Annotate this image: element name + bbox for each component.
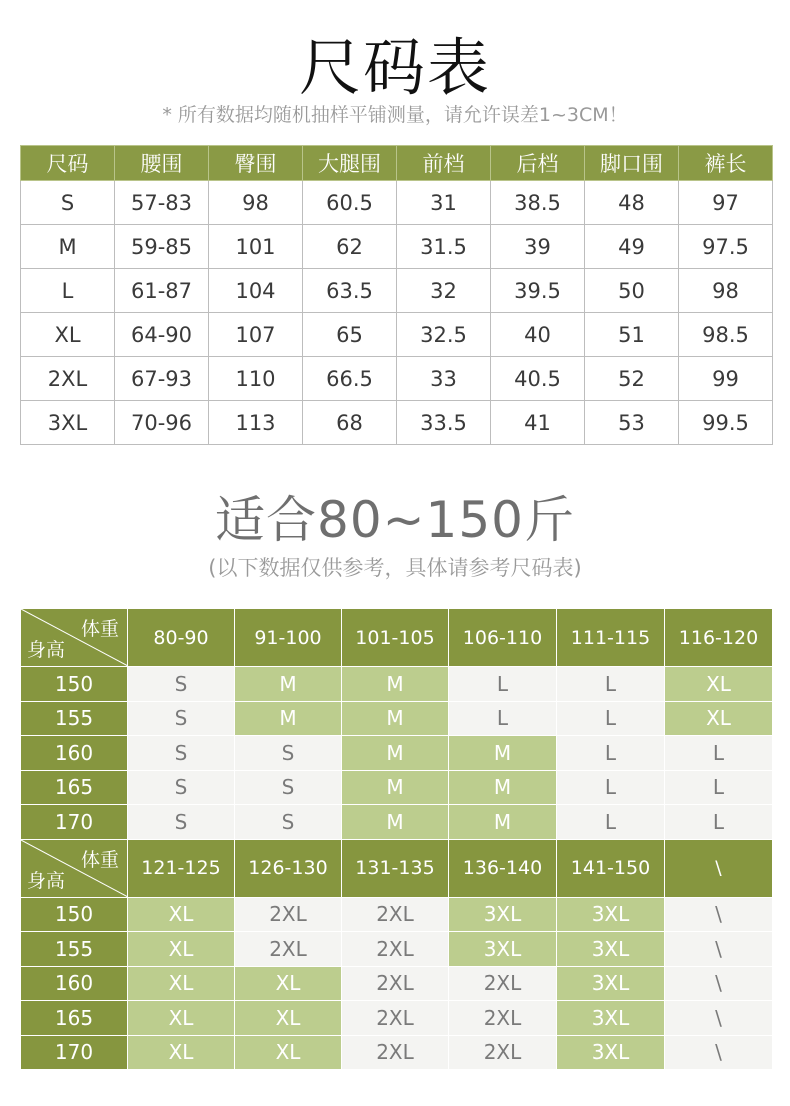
recommended-size-cell: 3XL	[557, 1001, 665, 1036]
size-cell: 101	[209, 225, 303, 269]
size-cell: 99.5	[679, 401, 773, 445]
recommended-size-cell: S	[128, 736, 235, 771]
size-cell: 32.5	[397, 313, 491, 357]
height-row-label: 150	[21, 667, 128, 702]
size-chart-header-row	[21, 146, 773, 181]
recommended-size-cell: 3XL	[557, 897, 665, 932]
fit-guide-table	[20, 608, 773, 1070]
size-cell: 97.5	[679, 225, 773, 269]
size-cell: 40.5	[491, 357, 585, 401]
recommended-size-cell: 3XL	[557, 1035, 665, 1070]
recommended-size-cell: \	[665, 966, 773, 1001]
size-cell: 2XL	[21, 357, 115, 401]
recommended-size-cell: XL	[235, 1035, 342, 1070]
recommended-size-cell: 3XL	[557, 932, 665, 967]
recommended-size-cell: M	[342, 701, 449, 736]
size-cell: 104	[209, 269, 303, 313]
size-header-cell: 大腿围	[303, 146, 397, 181]
height-row-label: 165	[21, 770, 128, 805]
table-row	[21, 225, 773, 269]
size-cell: 33	[397, 357, 491, 401]
size-cell: 33.5	[397, 401, 491, 445]
recommended-size-cell: 2XL	[342, 932, 449, 967]
size-cell: 38.5	[491, 181, 585, 225]
fit-title: 适合80~150斤	[215, 491, 575, 549]
size-cell: L	[21, 269, 115, 313]
page-title: 尺码表	[298, 31, 491, 104]
weight-label: 体重	[80, 848, 119, 871]
size-cell: 59-85	[115, 225, 209, 269]
size-cell: 31.5	[397, 225, 491, 269]
table-row	[21, 736, 773, 771]
size-header-cell: 臀围	[209, 146, 303, 181]
size-header-cell: 前档	[397, 146, 491, 181]
table-row	[21, 770, 773, 805]
recommended-size-cell: S	[235, 770, 342, 805]
recommended-size-cell: 2XL	[235, 932, 342, 967]
height-row-label: 155	[21, 932, 128, 967]
fit-header-row	[21, 609, 773, 667]
size-cell: 51	[585, 313, 679, 357]
size-header-cell: 裤长	[679, 146, 773, 181]
size-cell: 97	[679, 181, 773, 225]
recommended-size-cell: M	[235, 667, 342, 702]
size-cell: 32	[397, 269, 491, 313]
size-cell: 50	[585, 269, 679, 313]
size-cell: 98	[679, 269, 773, 313]
size-cell: XL	[21, 313, 115, 357]
recommended-size-cell: XL	[128, 1001, 235, 1036]
size-cell: 41	[491, 401, 585, 445]
table-row	[21, 401, 773, 445]
recommended-size-cell: L	[557, 736, 665, 771]
table-row	[21, 1001, 773, 1036]
recommended-size-cell: XL	[665, 667, 773, 702]
recommended-size-cell: XL	[235, 1001, 342, 1036]
size-cell: 66.5	[303, 357, 397, 401]
table-row	[21, 667, 773, 702]
table-row	[21, 181, 773, 225]
weight-range-header: 116-120	[665, 609, 773, 667]
recommended-size-cell: XL	[128, 932, 235, 967]
corner-cell	[21, 609, 128, 667]
recommended-size-cell: XL	[665, 701, 773, 736]
size-cell: 40	[491, 313, 585, 357]
size-chart-table	[20, 145, 773, 445]
size-cell: 98	[209, 181, 303, 225]
recommended-size-cell: S	[235, 736, 342, 771]
recommended-size-cell: 2XL	[449, 1001, 557, 1036]
table-row	[21, 897, 773, 932]
recommended-size-cell: XL	[235, 966, 342, 1001]
size-cell: 60.5	[303, 181, 397, 225]
table-row	[21, 269, 773, 313]
size-cell: 98.5	[679, 313, 773, 357]
recommended-size-cell: M	[342, 770, 449, 805]
weight-range-header: \	[665, 839, 773, 897]
table-row	[21, 701, 773, 736]
recommended-size-cell: S	[235, 805, 342, 840]
weight-label: 体重	[80, 618, 119, 640]
recommended-size-cell: \	[665, 1001, 773, 1036]
table-row	[21, 1035, 773, 1070]
recommended-size-cell: M	[235, 701, 342, 736]
size-cell: 64-90	[115, 313, 209, 357]
size-cell: S	[21, 181, 115, 225]
size-cell: 110	[209, 357, 303, 401]
weight-range-header: 126-130	[235, 839, 342, 897]
weight-range-header: 106-110	[449, 609, 557, 667]
weight-range-header: 111-115	[557, 609, 665, 667]
size-cell: 62	[303, 225, 397, 269]
fit-header-row	[21, 839, 773, 897]
height-row-label: 165	[21, 1001, 128, 1036]
recommended-size-cell: 2XL	[342, 1035, 449, 1070]
recommended-size-cell: M	[342, 805, 449, 840]
size-cell: 67-93	[115, 357, 209, 401]
height-label: 身高	[27, 869, 66, 892]
recommended-size-cell: S	[128, 770, 235, 805]
size-header-cell: 尺码	[21, 146, 115, 181]
recommended-size-cell: M	[342, 667, 449, 702]
size-cell: M	[21, 225, 115, 269]
recommended-size-cell: L	[449, 667, 557, 702]
size-cell: 31	[397, 181, 491, 225]
recommended-size-cell: L	[557, 770, 665, 805]
corner-cell	[21, 839, 128, 897]
table-row	[21, 357, 773, 401]
fit-note: (以下数据仅供参考，具体请参考尺码表)	[208, 556, 582, 580]
size-cell: 63.5	[303, 269, 397, 313]
size-cell: 65	[303, 313, 397, 357]
height-row-label: 170	[21, 1035, 128, 1070]
recommended-size-cell: 3XL	[449, 932, 557, 967]
recommended-size-cell: 2XL	[342, 1001, 449, 1036]
table-row	[21, 313, 773, 357]
table-row	[21, 805, 773, 840]
recommended-size-cell: L	[449, 701, 557, 736]
size-header-cell: 腰围	[115, 146, 209, 181]
recommended-size-cell: 2XL	[449, 1035, 557, 1070]
recommended-size-cell: M	[449, 736, 557, 771]
height-row-label: 155	[21, 701, 128, 736]
weight-range-header: 91-100	[235, 609, 342, 667]
size-cell: 49	[585, 225, 679, 269]
size-header-cell: 后档	[491, 146, 585, 181]
size-header-cell: 脚口围	[585, 146, 679, 181]
height-row-label: 170	[21, 805, 128, 840]
size-cell: 39	[491, 225, 585, 269]
size-cell: 39.5	[491, 269, 585, 313]
recommended-size-cell: M	[449, 770, 557, 805]
recommended-size-cell: S	[128, 701, 235, 736]
recommended-size-cell: L	[557, 805, 665, 840]
size-cell: 99	[679, 357, 773, 401]
recommended-size-cell: \	[665, 897, 773, 932]
size-cell: 3XL	[21, 401, 115, 445]
size-cell: 53	[585, 401, 679, 445]
size-cell: 113	[209, 401, 303, 445]
table-row	[21, 932, 773, 967]
size-cell: 48	[585, 181, 679, 225]
recommended-size-cell: L	[665, 805, 773, 840]
table-row	[21, 966, 773, 1001]
recommended-size-cell: 3XL	[557, 966, 665, 1001]
height-label: 身高	[27, 639, 66, 661]
recommended-size-cell: M	[449, 805, 557, 840]
recommended-size-cell: XL	[128, 966, 235, 1001]
recommended-size-cell: M	[342, 736, 449, 771]
weight-range-header: 131-135	[342, 839, 449, 897]
weight-range-header: 121-125	[128, 839, 235, 897]
height-row-label: 160	[21, 736, 128, 771]
measurement-note: * 所有数据均随机抽样平铺测量，请允许误差1~3CM！	[162, 104, 628, 126]
size-cell: 107	[209, 313, 303, 357]
weight-range-header: 141-150	[557, 839, 665, 897]
recommended-size-cell: 2XL	[449, 966, 557, 1001]
size-cell: 61-87	[115, 269, 209, 313]
weight-range-header: 101-105	[342, 609, 449, 667]
recommended-size-cell: 2XL	[235, 897, 342, 932]
recommended-size-cell: \	[665, 1035, 773, 1070]
height-row-label: 150	[21, 897, 128, 932]
recommended-size-cell: XL	[128, 1035, 235, 1070]
size-cell: 70-96	[115, 401, 209, 445]
height-row-label: 160	[21, 966, 128, 1001]
recommended-size-cell: L	[557, 667, 665, 702]
recommended-size-cell: 3XL	[449, 897, 557, 932]
recommended-size-cell: 2XL	[342, 966, 449, 1001]
recommended-size-cell: L	[665, 736, 773, 771]
size-cell: 57-83	[115, 181, 209, 225]
recommended-size-cell: XL	[128, 897, 235, 932]
size-cell: 68	[303, 401, 397, 445]
recommended-size-cell: 2XL	[342, 897, 449, 932]
recommended-size-cell: L	[557, 701, 665, 736]
weight-range-header: 80-90	[128, 609, 235, 667]
recommended-size-cell: \	[665, 932, 773, 967]
recommended-size-cell: S	[128, 667, 235, 702]
recommended-size-cell: L	[665, 770, 773, 805]
size-cell: 52	[585, 357, 679, 401]
recommended-size-cell: S	[128, 805, 235, 840]
weight-range-header: 136-140	[449, 839, 557, 897]
